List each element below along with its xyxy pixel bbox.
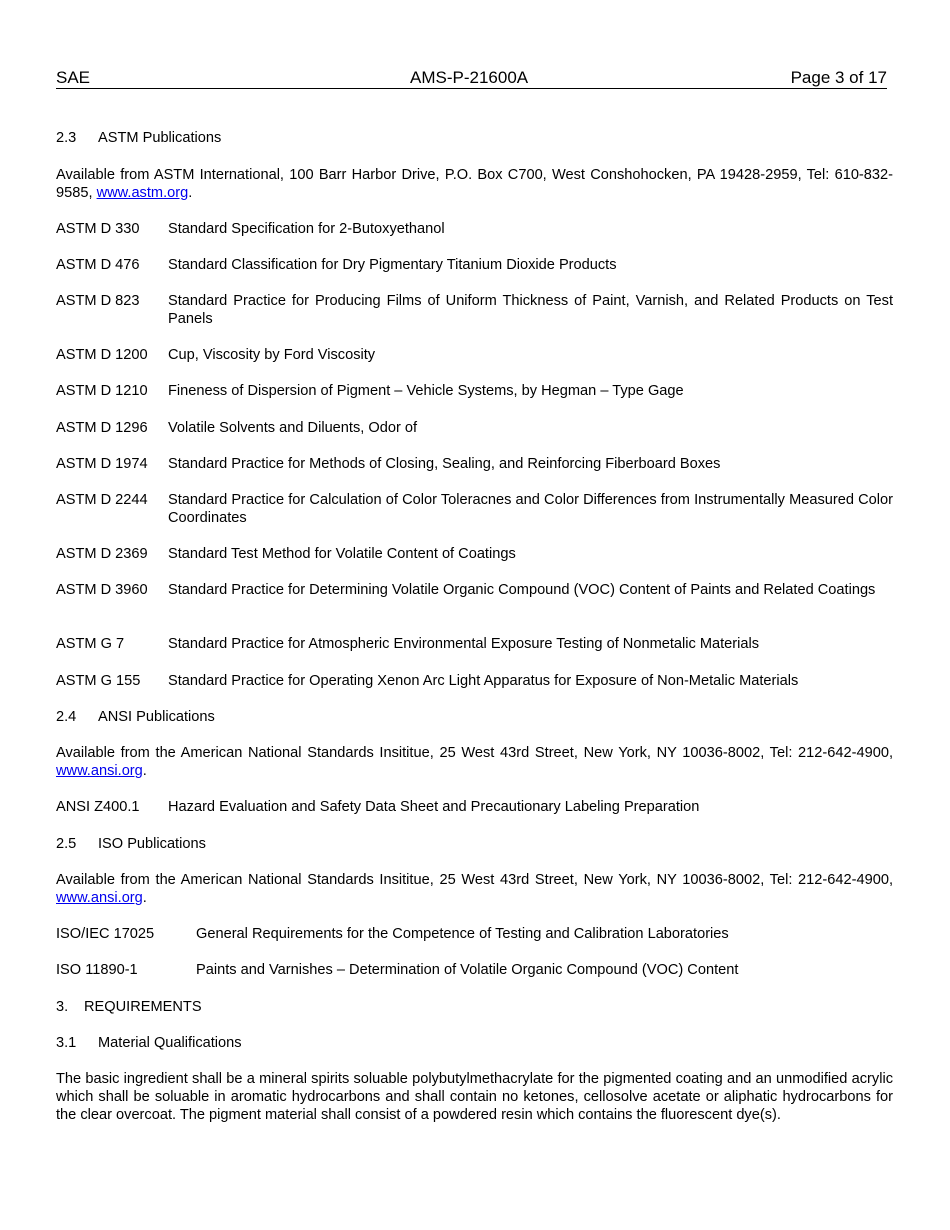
reference-title: Standard Practice for Producing Films of Uniform Thickness of Paint, Varnish, and Related Products on Test Panels: [168, 293, 893, 327]
reference-code: ANSI Z400.1: [56, 799, 140, 815]
reference-title: Standard Practice for Calculation of Color Toleracnes and Color Differences from Instrumentally Measured Color Coordinates: [168, 492, 893, 526]
section-number: 3.1: [56, 1035, 77, 1051]
reference-code: ASTM D 823: [56, 293, 140, 309]
reference-code: ISO 11890-1: [56, 962, 138, 978]
reference-code: ASTM D 1210: [56, 383, 148, 399]
reference-entry: [56, 961, 893, 979]
reference-entry: [56, 581, 893, 599]
reference-code: ASTM D 1200: [56, 347, 148, 363]
reference-title: Standard Practice for Determining Volatile Organic Compound (VOC) Content of Paints and Related Coatings: [168, 582, 876, 598]
section-number: 3.: [56, 999, 69, 1015]
reference-title: Standard Classification for Dry Pigmentary Titanium Dioxide Products: [168, 257, 617, 273]
reference-title: Standard Practice for Atmospheric Environmental Exposure Testing of Nonmetalic Materials: [168, 636, 760, 652]
availability-text: Available from the American National Standards Insititue, 25 West 43rd Street, New York, NY 10036-8002, Tel: 212-642-4900,: [56, 872, 893, 888]
iso-availability-paragraph: [56, 871, 893, 907]
reference-entry: [56, 292, 893, 328]
reference-title: Standard Practice for Operating Xenon Arc Light Apparatus for Exposure of Non-Metalic Materials: [168, 673, 799, 689]
section-title: ANSI Publications: [98, 709, 215, 725]
section-2-3-heading: [56, 129, 893, 147]
reference-entry: [56, 635, 893, 653]
reference-entry: [56, 220, 893, 238]
availability-text: Available from ASTM International, 100 Barr Harbor Drive, P.O. Box C700, West Conshohocken, PA 19428-2959, Tel: 610-832-9585,: [56, 167, 893, 201]
reference-entry: [56, 798, 893, 816]
section-2-4-heading: [56, 708, 893, 726]
header-org: SAE: [56, 68, 91, 87]
astm-website-link[interactable]: www.astm.org: [96, 185, 189, 201]
reference-code: ASTM D 1974: [56, 456, 148, 472]
reference-code: ASTM D 3960: [56, 582, 148, 598]
reference-code: ASTM G 7: [56, 636, 125, 652]
reference-title: Fineness of Dispersion of Pigment – Vehicle Systems, by Hegman – Type Gage: [168, 383, 684, 399]
availability-end: .: [142, 763, 147, 779]
reference-entry: [56, 491, 893, 527]
section-title: ISO Publications: [98, 836, 206, 852]
section-title: ASTM Publications: [98, 130, 222, 146]
reference-code: ASTM D 1296: [56, 420, 148, 436]
reference-title: Hazard Evaluation and Safety Data Sheet and Precautionary Labeling Preparation: [168, 799, 700, 815]
availability-end: .: [142, 890, 147, 906]
reference-title: Standard Specification for 2-Butoxyethanol: [168, 221, 445, 237]
reference-entry: [56, 672, 893, 690]
reference-entry: [56, 455, 893, 473]
section-number: 2.3: [56, 130, 77, 146]
availability-end: .: [188, 185, 193, 201]
reference-entry: [56, 346, 893, 364]
reference-entry: [56, 382, 893, 400]
reference-title: Standard Test Method for Volatile Content of Coatings: [168, 546, 516, 562]
section-number: 2.5: [56, 836, 77, 852]
astm-availability-paragraph: [56, 166, 893, 202]
section-3-heading: [56, 998, 893, 1016]
ansi-website-link[interactable]: www.ansi.org: [56, 763, 143, 779]
page-header: [56, 68, 887, 89]
ansi-availability-paragraph: [56, 744, 893, 780]
reference-title: Volatile Solvents and Diluents, Odor of: [168, 420, 418, 436]
reference-entry: [56, 256, 893, 274]
reference-entry: [56, 419, 893, 437]
reference-title: General Requirements for the Competence of Testing and Calibration Laboratories: [196, 926, 729, 942]
section-number: 2.4: [56, 709, 77, 725]
reference-code: ASTM D 2244: [56, 492, 148, 508]
reference-title: Paints and Varnishes – Determination of Volatile Organic Compound (VOC) Content: [196, 962, 739, 978]
reference-code: ASTM D 330: [56, 221, 140, 237]
section-title: REQUIREMENTS: [84, 999, 202, 1015]
section-title: Material Qualifications: [98, 1035, 242, 1051]
reference-title: Cup, Viscosity by Ford Viscosity: [168, 347, 376, 363]
material-qualifications-paragraph: The basic ingredient shall be a mineral spirits soluable polybutylmethacrylate for the pigmented coating and an unmodified acrylic which shall be soluable in aromatic hydrocarbons and shall contain no ketones, cellosolve acetate or aliphatic hydrocarbons for the clear overcoat. The pigment material shall consist of a powdered resin which contains the fluorescent dye(s).: [56, 1071, 893, 1123]
header-doc-number: AMS-P-21600A: [410, 68, 529, 87]
reference-entry: [56, 925, 893, 943]
reference-code: ASTM G 155: [56, 673, 141, 689]
section-2-5-heading: [56, 835, 893, 853]
reference-code: ASTM D 2369: [56, 546, 148, 562]
iso-website-link[interactable]: www.ansi.org: [56, 890, 143, 906]
reference-entry: [56, 545, 893, 563]
header-page-number: Page 3 of 17: [790, 68, 887, 87]
reference-code: ISO/IEC 17025: [56, 926, 155, 942]
reference-title: Standard Practice for Methods of Closing, Sealing, and Reinforcing Fiberboard Boxes: [168, 456, 721, 472]
availability-text: Available from the American National Standards Insititue, 25 West 43rd Street, New York, NY 10036-8002, Tel: 212-642-4900,: [56, 745, 893, 761]
section-3-1-heading: [56, 1034, 893, 1052]
reference-code: ASTM D 476: [56, 257, 140, 273]
